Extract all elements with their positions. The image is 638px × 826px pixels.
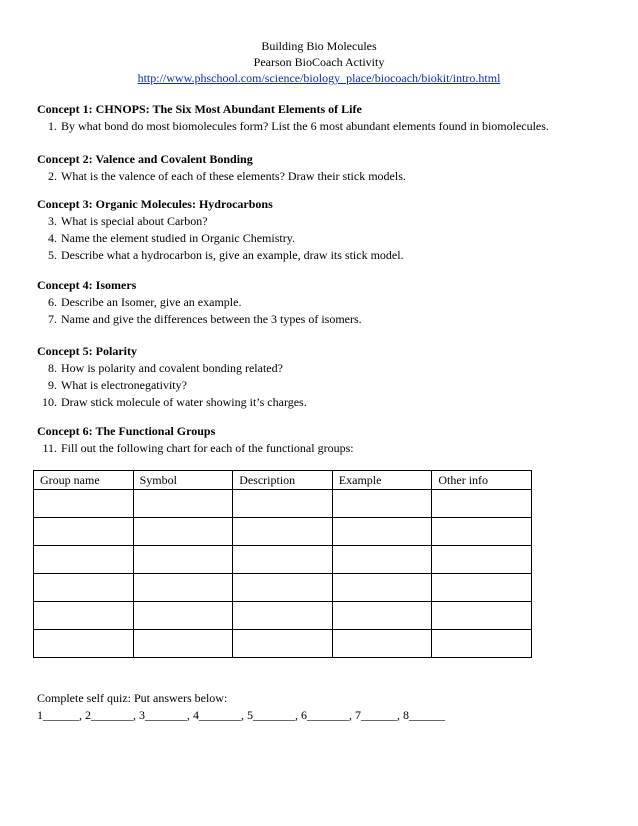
question-text: Fill out the following chart for each of the functional groups: <box>61 441 354 455</box>
question-text: By what bond do most biomolecules form? List the 6 most abundant elements found in biomolecules. <box>61 119 549 133</box>
table-row <box>34 602 532 630</box>
question-number: 1. <box>48 119 57 133</box>
table-cell[interactable] <box>432 574 532 602</box>
table-cell[interactable] <box>432 546 532 574</box>
question-number: 9. <box>48 378 57 392</box>
table-cell[interactable] <box>233 546 333 574</box>
question-item <box>37 440 617 457</box>
question-number: 10. <box>42 395 57 409</box>
column-header: Group name <box>34 471 134 490</box>
table-row <box>34 630 532 658</box>
table-cell[interactable] <box>133 490 233 518</box>
column-header: Symbol <box>133 471 233 490</box>
question-text: Name the element studied in Organic Chemistry. <box>61 231 295 245</box>
table-header-row <box>34 471 532 490</box>
document-header <box>0 38 638 86</box>
resource-link[interactable]: http://www.phschool.com/science/biology_place/biocoach/biokit/intro.html <box>137 71 501 85</box>
concept-1 <box>37 101 617 135</box>
table-cell[interactable] <box>233 490 333 518</box>
document-subtitle: Pearson BioCoach Activity <box>253 55 385 69</box>
concept-title: Concept 6: The Functional Groups <box>37 424 216 438</box>
question-item <box>37 294 617 311</box>
table-row <box>34 546 532 574</box>
question-item <box>37 118 617 135</box>
functional-groups-table <box>33 470 532 658</box>
question-number: 4. <box>48 231 57 245</box>
table-cell[interactable] <box>34 630 134 658</box>
table-cell[interactable] <box>332 630 432 658</box>
table-cell[interactable] <box>233 574 333 602</box>
table-row <box>34 490 532 518</box>
concept-5 <box>37 343 617 411</box>
table-cell[interactable] <box>34 602 134 630</box>
question-item <box>37 213 617 230</box>
table-cell[interactable] <box>332 490 432 518</box>
table-cell[interactable] <box>233 518 333 546</box>
quiz-label: Complete self quiz: Put answers below: <box>37 691 228 705</box>
table-cell[interactable] <box>332 546 432 574</box>
question-text: How is polarity and covalent bonding related? <box>61 361 283 375</box>
concept-title: Concept 2: Valence and Covalent Bonding <box>37 152 253 166</box>
column-header: Other info <box>432 471 532 490</box>
table-cell[interactable] <box>233 602 333 630</box>
table-cell[interactable] <box>34 574 134 602</box>
column-header: Description <box>233 471 333 490</box>
table-cell[interactable] <box>133 546 233 574</box>
question-number: 7. <box>48 312 57 326</box>
concept-title: Concept 5: Polarity <box>37 344 137 358</box>
question-text: Describe an Isomer, give an example. <box>61 295 242 309</box>
question-number: 6. <box>48 295 57 309</box>
question-number: 8. <box>48 361 57 375</box>
column-header: Example <box>332 471 432 490</box>
question-item <box>37 311 617 328</box>
table-cell[interactable] <box>133 574 233 602</box>
table-cell[interactable] <box>34 546 134 574</box>
table-cell[interactable] <box>133 602 233 630</box>
table-cell[interactable] <box>133 630 233 658</box>
question-text: Name and give the differences between the 3 types of isomers. <box>61 312 362 326</box>
concept-4 <box>37 277 617 328</box>
question-item <box>37 230 617 247</box>
document-title: Building Bio Molecules <box>261 39 377 53</box>
question-number: 11. <box>42 441 57 455</box>
question-number: 5. <box>48 248 57 262</box>
table-cell[interactable] <box>332 518 432 546</box>
question-item <box>37 168 617 185</box>
question-item <box>37 247 617 264</box>
self-quiz <box>37 690 445 724</box>
table-cell[interactable] <box>34 518 134 546</box>
table-cell[interactable] <box>332 602 432 630</box>
table-cell[interactable] <box>34 490 134 518</box>
question-item <box>37 377 617 394</box>
table-cell[interactable] <box>332 574 432 602</box>
concept-2 <box>37 151 617 185</box>
concept-6 <box>37 423 617 457</box>
table-row <box>34 574 532 602</box>
quiz-answer-blanks[interactable]: 1______, 2_______, 3_______, 4_______, 5_______, 6_______, 7______, 8______ <box>37 708 445 722</box>
question-number: 2. <box>48 169 57 183</box>
table-cell[interactable] <box>432 490 532 518</box>
table-cell[interactable] <box>432 518 532 546</box>
question-text: Describe what a hydrocarbon is, give an example, draw its stick model. <box>61 248 404 262</box>
question-item <box>37 360 617 377</box>
question-number: 3. <box>48 214 57 228</box>
table-cell[interactable] <box>432 630 532 658</box>
concept-title: Concept 1: CHNOPS: The Six Most Abundant Elements of Life <box>37 102 362 116</box>
question-text: What is electronegativity? <box>61 378 187 392</box>
table-cell[interactable] <box>133 518 233 546</box>
concept-3 <box>37 196 617 264</box>
table-cell[interactable] <box>233 630 333 658</box>
concept-title: Concept 4: Isomers <box>37 278 137 292</box>
question-text: What is the valence of each of these elements? Draw their stick models. <box>61 169 406 183</box>
table-row <box>34 518 532 546</box>
question-text: What is special about Carbon? <box>61 214 208 228</box>
table-cell[interactable] <box>432 602 532 630</box>
concept-title: Concept 3: Organic Molecules: Hydrocarbons <box>37 197 273 211</box>
question-text: Draw stick molecule of water showing it’s charges. <box>61 395 307 409</box>
question-item <box>37 394 617 411</box>
